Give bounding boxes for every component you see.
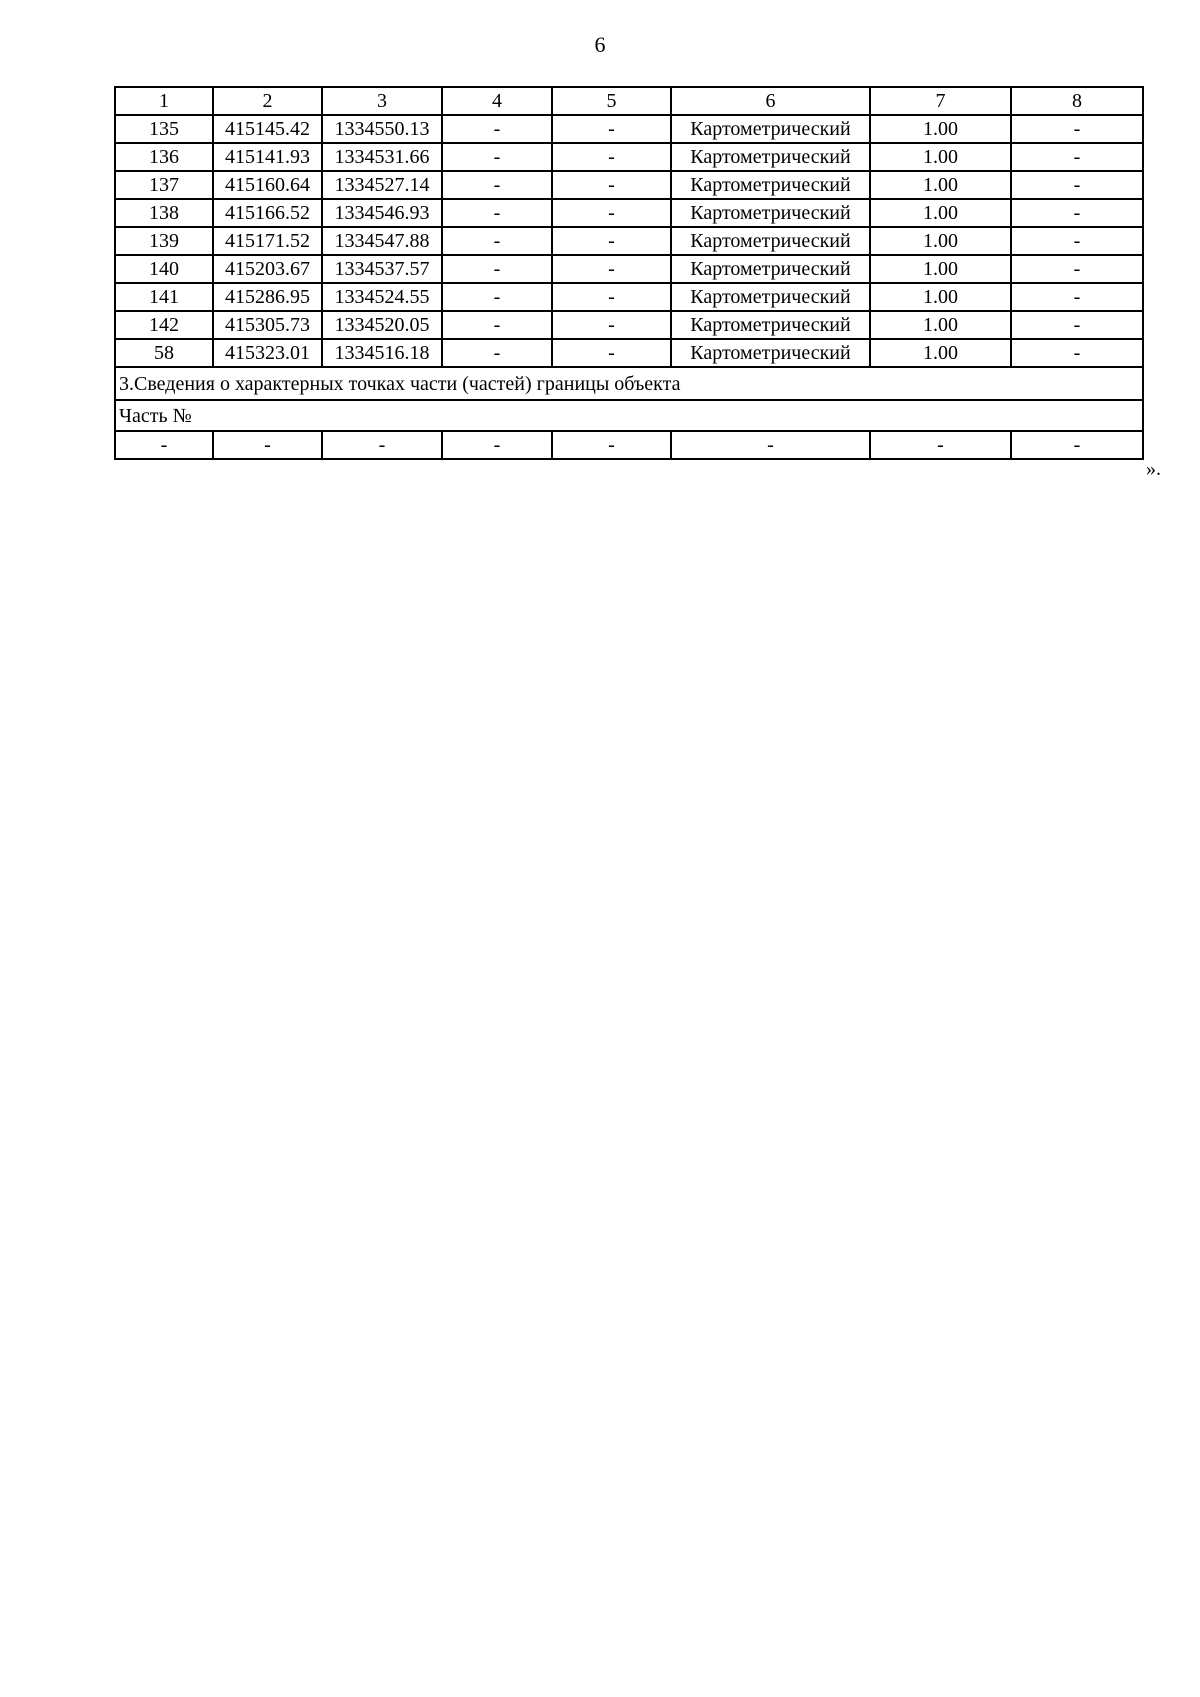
column-header-2: 2 bbox=[213, 87, 322, 115]
table-row bbox=[115, 283, 1143, 311]
method-cell: Картометрический bbox=[671, 171, 870, 199]
point-number: 141 bbox=[115, 283, 213, 311]
cell-col-4: - bbox=[442, 115, 552, 143]
table-row bbox=[115, 199, 1143, 227]
column-header-3: 3 bbox=[322, 87, 442, 115]
cell-col-5: - bbox=[552, 115, 671, 143]
point-number: 58 bbox=[115, 339, 213, 367]
point-number: 138 bbox=[115, 199, 213, 227]
table-row bbox=[115, 115, 1143, 143]
cell-col-5: - bbox=[552, 283, 671, 311]
part-cell-8: - bbox=[1011, 431, 1143, 459]
point-number: 139 bbox=[115, 227, 213, 255]
x-coordinate: 415171.52 bbox=[213, 227, 322, 255]
y-coordinate: 1334537.57 bbox=[322, 255, 442, 283]
accuracy-cell: 1.00 bbox=[870, 255, 1011, 283]
method-cell: Картометрический bbox=[671, 199, 870, 227]
cell-col-4: - bbox=[442, 171, 552, 199]
y-coordinate: 1334547.88 bbox=[322, 227, 442, 255]
y-coordinate: 1334516.18 bbox=[322, 339, 442, 367]
cell-col-4: - bbox=[442, 199, 552, 227]
method-cell: Картометрический bbox=[671, 143, 870, 171]
table-row bbox=[115, 255, 1143, 283]
page-number: 6 bbox=[594, 32, 606, 57]
table-row bbox=[115, 339, 1143, 367]
cell-col-8: - bbox=[1011, 255, 1143, 283]
method-cell: Картометрический bbox=[671, 227, 870, 255]
cell-col-8: - bbox=[1011, 171, 1143, 199]
part-cell-7: - bbox=[870, 431, 1011, 459]
cell-col-4: - bbox=[442, 227, 552, 255]
cell-col-5: - bbox=[552, 227, 671, 255]
part-cell-2: - bbox=[213, 431, 322, 459]
cell-col-8: - bbox=[1011, 283, 1143, 311]
y-coordinate: 1334524.55 bbox=[322, 283, 442, 311]
cell-col-5: - bbox=[552, 143, 671, 171]
point-number: 140 bbox=[115, 255, 213, 283]
cell-col-4: - bbox=[442, 255, 552, 283]
part-label-row bbox=[115, 400, 1143, 431]
column-header-5: 5 bbox=[552, 87, 671, 115]
accuracy-cell: 1.00 bbox=[870, 283, 1011, 311]
point-number: 136 bbox=[115, 143, 213, 171]
accuracy-cell: 1.00 bbox=[870, 199, 1011, 227]
x-coordinate: 415141.93 bbox=[213, 143, 322, 171]
cell-col-4: - bbox=[442, 283, 552, 311]
section-title: 3.Сведения о характерных точках части (частей) границы объекта bbox=[115, 367, 1143, 400]
part-label: Часть № bbox=[115, 400, 1143, 431]
x-coordinate: 415203.67 bbox=[213, 255, 322, 283]
table-row bbox=[115, 143, 1143, 171]
cell-col-8: - bbox=[1011, 339, 1143, 367]
table-row bbox=[115, 171, 1143, 199]
y-coordinate: 1334520.05 bbox=[322, 311, 442, 339]
part-cell-5: - bbox=[552, 431, 671, 459]
table-row bbox=[115, 311, 1143, 339]
column-header-1: 1 bbox=[115, 87, 213, 115]
point-number: 142 bbox=[115, 311, 213, 339]
column-header-6: 6 bbox=[671, 87, 870, 115]
column-header-4: 4 bbox=[442, 87, 552, 115]
x-coordinate: 415305.73 bbox=[213, 311, 322, 339]
method-cell: Картометрический bbox=[671, 115, 870, 143]
cell-col-8: - bbox=[1011, 227, 1143, 255]
coordinates-table bbox=[114, 86, 1144, 460]
y-coordinate: 1334550.13 bbox=[322, 115, 442, 143]
accuracy-cell: 1.00 bbox=[870, 115, 1011, 143]
cell-col-5: - bbox=[552, 339, 671, 367]
closing-quote-mark: ». bbox=[1146, 458, 1161, 480]
accuracy-cell: 1.00 bbox=[870, 311, 1011, 339]
y-coordinate: 1334546.93 bbox=[322, 199, 442, 227]
accuracy-cell: 1.00 bbox=[870, 171, 1011, 199]
column-header-7: 7 bbox=[870, 87, 1011, 115]
section-title-row bbox=[115, 367, 1143, 400]
cell-col-4: - bbox=[442, 143, 552, 171]
cell-col-8: - bbox=[1011, 199, 1143, 227]
accuracy-cell: 1.00 bbox=[870, 143, 1011, 171]
part-data-row bbox=[115, 431, 1143, 459]
accuracy-cell: 1.00 bbox=[870, 227, 1011, 255]
part-cell-6: - bbox=[671, 431, 870, 459]
accuracy-cell: 1.00 bbox=[870, 339, 1011, 367]
column-header-8: 8 bbox=[1011, 87, 1143, 115]
table-row bbox=[115, 227, 1143, 255]
cell-col-5: - bbox=[552, 171, 671, 199]
cell-col-5: - bbox=[552, 255, 671, 283]
cell-col-4: - bbox=[442, 339, 552, 367]
part-cell-4: - bbox=[442, 431, 552, 459]
part-cell-1: - bbox=[115, 431, 213, 459]
x-coordinate: 415166.52 bbox=[213, 199, 322, 227]
x-coordinate: 415145.42 bbox=[213, 115, 322, 143]
header-row bbox=[115, 87, 1143, 115]
cell-col-8: - bbox=[1011, 143, 1143, 171]
y-coordinate: 1334531.66 bbox=[322, 143, 442, 171]
cell-col-8: - bbox=[1011, 311, 1143, 339]
y-coordinate: 1334527.14 bbox=[322, 171, 442, 199]
method-cell: Картометрический bbox=[671, 255, 870, 283]
cell-col-8: - bbox=[1011, 115, 1143, 143]
x-coordinate: 415286.95 bbox=[213, 283, 322, 311]
method-cell: Картометрический bbox=[671, 339, 870, 367]
cell-col-4: - bbox=[442, 311, 552, 339]
x-coordinate: 415160.64 bbox=[213, 171, 322, 199]
cell-col-5: - bbox=[552, 311, 671, 339]
part-cell-3: - bbox=[322, 431, 442, 459]
cell-col-5: - bbox=[552, 199, 671, 227]
point-number: 135 bbox=[115, 115, 213, 143]
x-coordinate: 415323.01 bbox=[213, 339, 322, 367]
method-cell: Картометрический bbox=[671, 283, 870, 311]
method-cell: Картометрический bbox=[671, 311, 870, 339]
point-number: 137 bbox=[115, 171, 213, 199]
